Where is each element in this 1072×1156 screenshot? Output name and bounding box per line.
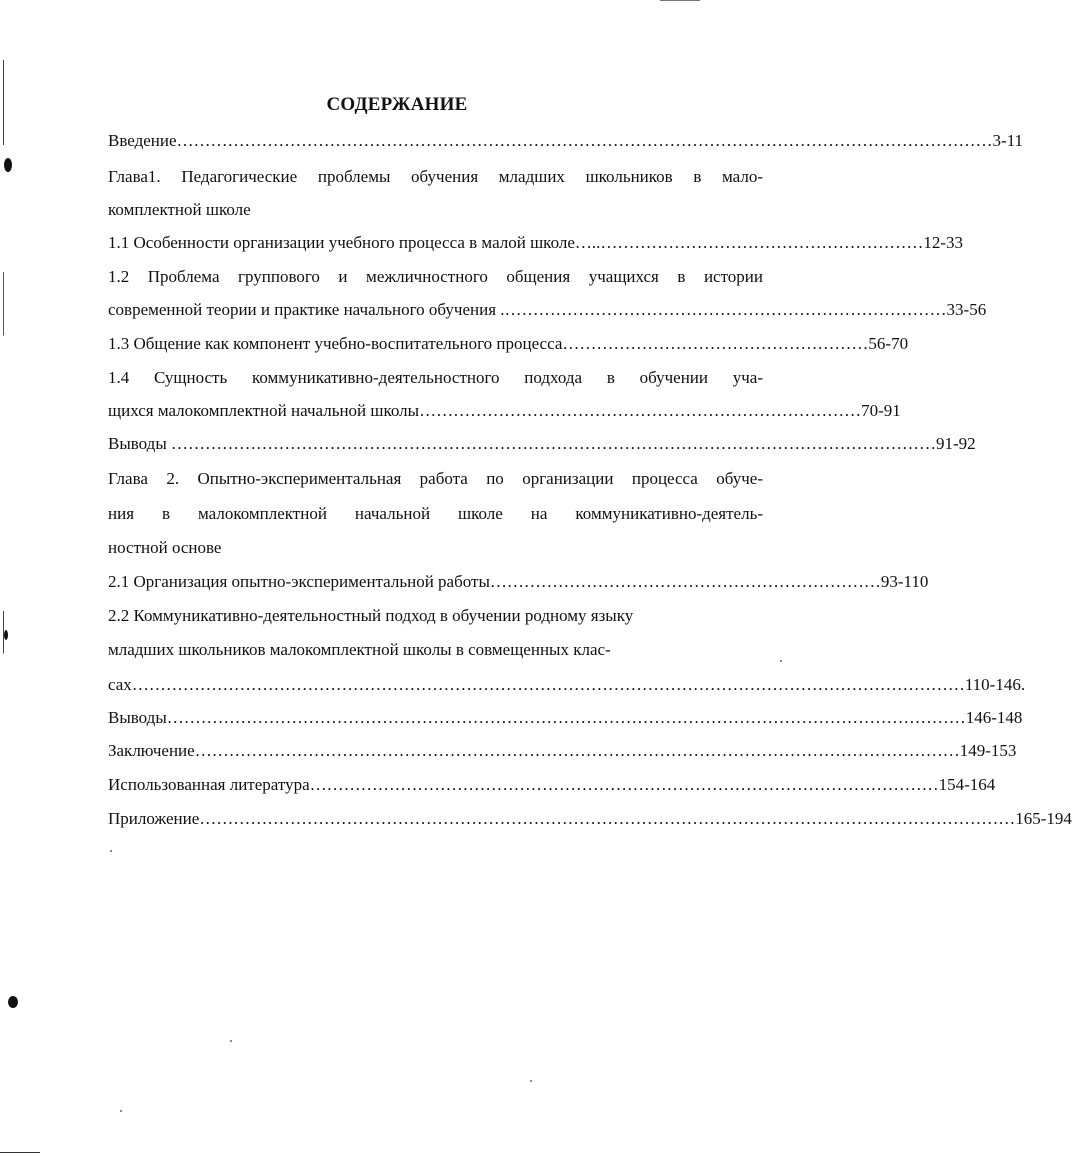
toc-entry-1-4-cont: щихся малокомплектной начальной школы …………………………………………………………………… 70-91 [108,401,901,420]
toc-entry-2-2-cont2: сах ………………………………………………………………………………………………………………………………… 110-146. [108,675,1026,694]
toc-entry-2-2: 2.2 Коммуникативно-деятельностный подход в обучении родному языку [108,606,634,625]
toc-entry-intro: Введение ……………………………………………………………………………………………………………………………… 3-11 [108,131,1024,150]
scan-edge [3,60,4,1120]
toc-entry-conclusions-1: Выводы …… ………………………………………………………………………………………………………………… 91-92 [108,434,976,453]
toc-entry-1-4: 1.4 Сущность коммуникативно-деятельностного подхода в обучении уча- [108,368,763,387]
toc-chapter-1: Глава1. Педагогические проблемы обучения младших школьников в мало- [108,167,763,186]
scan-blot [4,630,8,640]
scan-mark [0,1152,40,1153]
toc-entry-1-2-cont: современной теории и практике начального обучения . …………………………………………………………………… 33-56 [108,300,987,319]
toc-entry-conclusions-2: Выводы …………………………………………………………………………………………………………………………… 146-148 [108,708,1023,727]
toc-entry-1-3: 1.3 Общение как компонент учебно-воспитательного процесса ……………………………………………… 56-70 [108,334,909,353]
toc-chapter-1-cont: комплектной школе [108,200,251,219]
toc-chapter-2-cont2: ностной основе [108,538,222,557]
toc-chapter-2-cont: ния в малокомплектной начальной школе на коммуникативно-деятель- [108,504,763,523]
toc-chapter-2: Глава 2. Опытно-экспериментальная работа по организации процесса обуче- [108,469,763,488]
scan-blot [8,996,18,1008]
scan-mark [660,0,700,1]
toc-entry-2-1: 2.1 Организация опытно-экспериментальной работы …………………………………………………………… 93-110 [108,572,929,591]
scan-blot [4,158,12,172]
toc-entry-1-1: 1.1 Особенности организации учебного процесса в малой школе…..… ……………………………………………… 12-33 [108,233,964,252]
toc-entry-references: Использованная литература ………………………………………………………………………………………………… 154-164 [108,775,996,794]
scan-speck [230,1040,232,1042]
toc-entry-conclusion: Заключение ……………………………………………………………………………………………………………………… 149-153 [108,741,1017,760]
toc-entry-1-2: 1.2 Проблема группового и межличностного общения учащихся в истории [108,267,763,286]
scan-speck [120,1110,122,1112]
toc-title: СОДЕРЖАНИЕ [326,94,468,115]
toc-entry-appendix: Приложение ……………………………………………………………………………………………………………………………… 165-194 [108,809,1072,828]
scan-speck [530,1080,532,1082]
toc-entry-2-2-cont: младших школьников малокомплектной школы в совмещенных клас- [108,640,611,659]
scan-speck [780,660,782,662]
scan-speck [110,850,112,852]
